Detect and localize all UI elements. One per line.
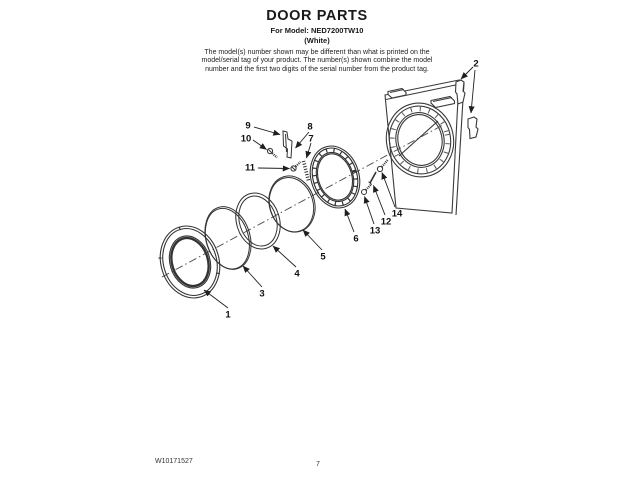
page-number: 7 [316,461,320,468]
callout-5: 5 [320,251,326,263]
callout-4: 4 [294,268,300,280]
callout-8: 8 [307,121,313,133]
callout-6: 6 [353,233,359,245]
disclaimer-line-3: number and the first two digits of the serial number from the product tag. [205,65,429,73]
callout-3: 3 [259,288,265,300]
page-title: DOOR PARTS [266,8,368,24]
callout-14: 14 [391,208,403,220]
callout-2: 2 [473,58,479,70]
callout-12: 12 [380,216,392,228]
callout-7: 7 [308,133,314,145]
callout-1: 1 [225,309,231,321]
disclaimer-line-1: The model(s) number shown may be different than what is printed on the [204,49,430,56]
hardware-parts-art [267,131,388,195]
callout-11: 11 [244,162,256,174]
disclaimer-line-2: model/serial tag of your product. The number(s) shown combine the model [201,57,433,65]
callout-13: 13 [369,225,381,237]
front-panel-art [380,80,464,215]
hinge-ring-part6 [303,140,367,214]
document-number: W10171527 [155,458,193,465]
callout-9: 9 [245,120,251,132]
inner-ring-part4 [229,187,287,254]
hinge-parts-art [456,80,479,139]
model-line: For Model: NED7200TW10 [270,26,364,35]
callout-10: 10 [240,133,252,145]
finish-line: (White) [304,36,330,45]
